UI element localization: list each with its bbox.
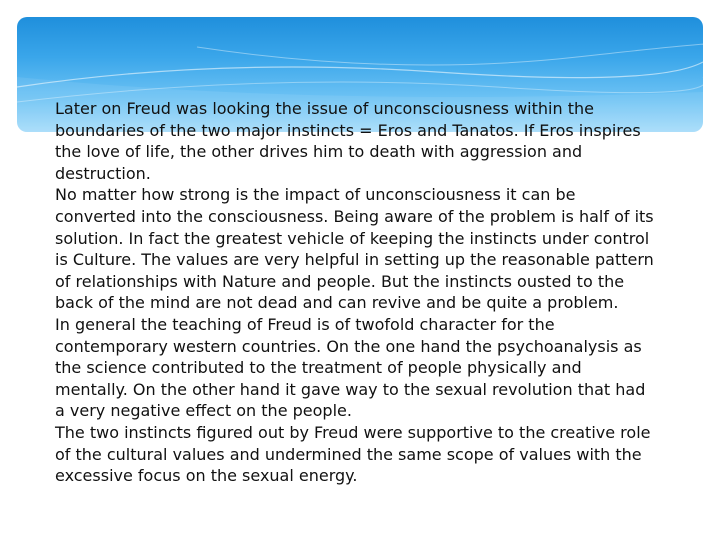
paragraph-two-instincts: The two instincts figured out by Freud were supportive to the creative role of the cultural values and undermined the same scope of values with the excessive focus on the sexual energy. — [55, 422, 651, 486]
paragraph-unconsciousness: No matter how strong is the impact of unconsciousness it can be converted into the consciousness. Being aware of the problem is half of its solution. In fact the greatest vehicle of keeping the instincts under control is Culture. The values are very helpful in setting up the reasonable pattern of relationships with Nature and people. But the instincts ousted to the back of the mind are not dead and can revive and be quite a problem. — [55, 185, 654, 313]
paragraph-eros-tanatos: Later on Freud was looking the issue of unconsciousness within the boundaries of the two major instincts = Eros and Tanatos. If Eros inspires the love of life, the other drives him to death with aggression and destruction. — [55, 99, 641, 183]
paragraph-twofold-character: In general the teaching of Freud is of twofold character for the contemporary western countries. On the one hand the psychoanalysis as the science contributed to the treatment of people physically and mentally. On the other hand it gave way to the sexual revolution that had a very negative effect on the people. — [55, 314, 646, 421]
body-text — [55, 98, 655, 487]
